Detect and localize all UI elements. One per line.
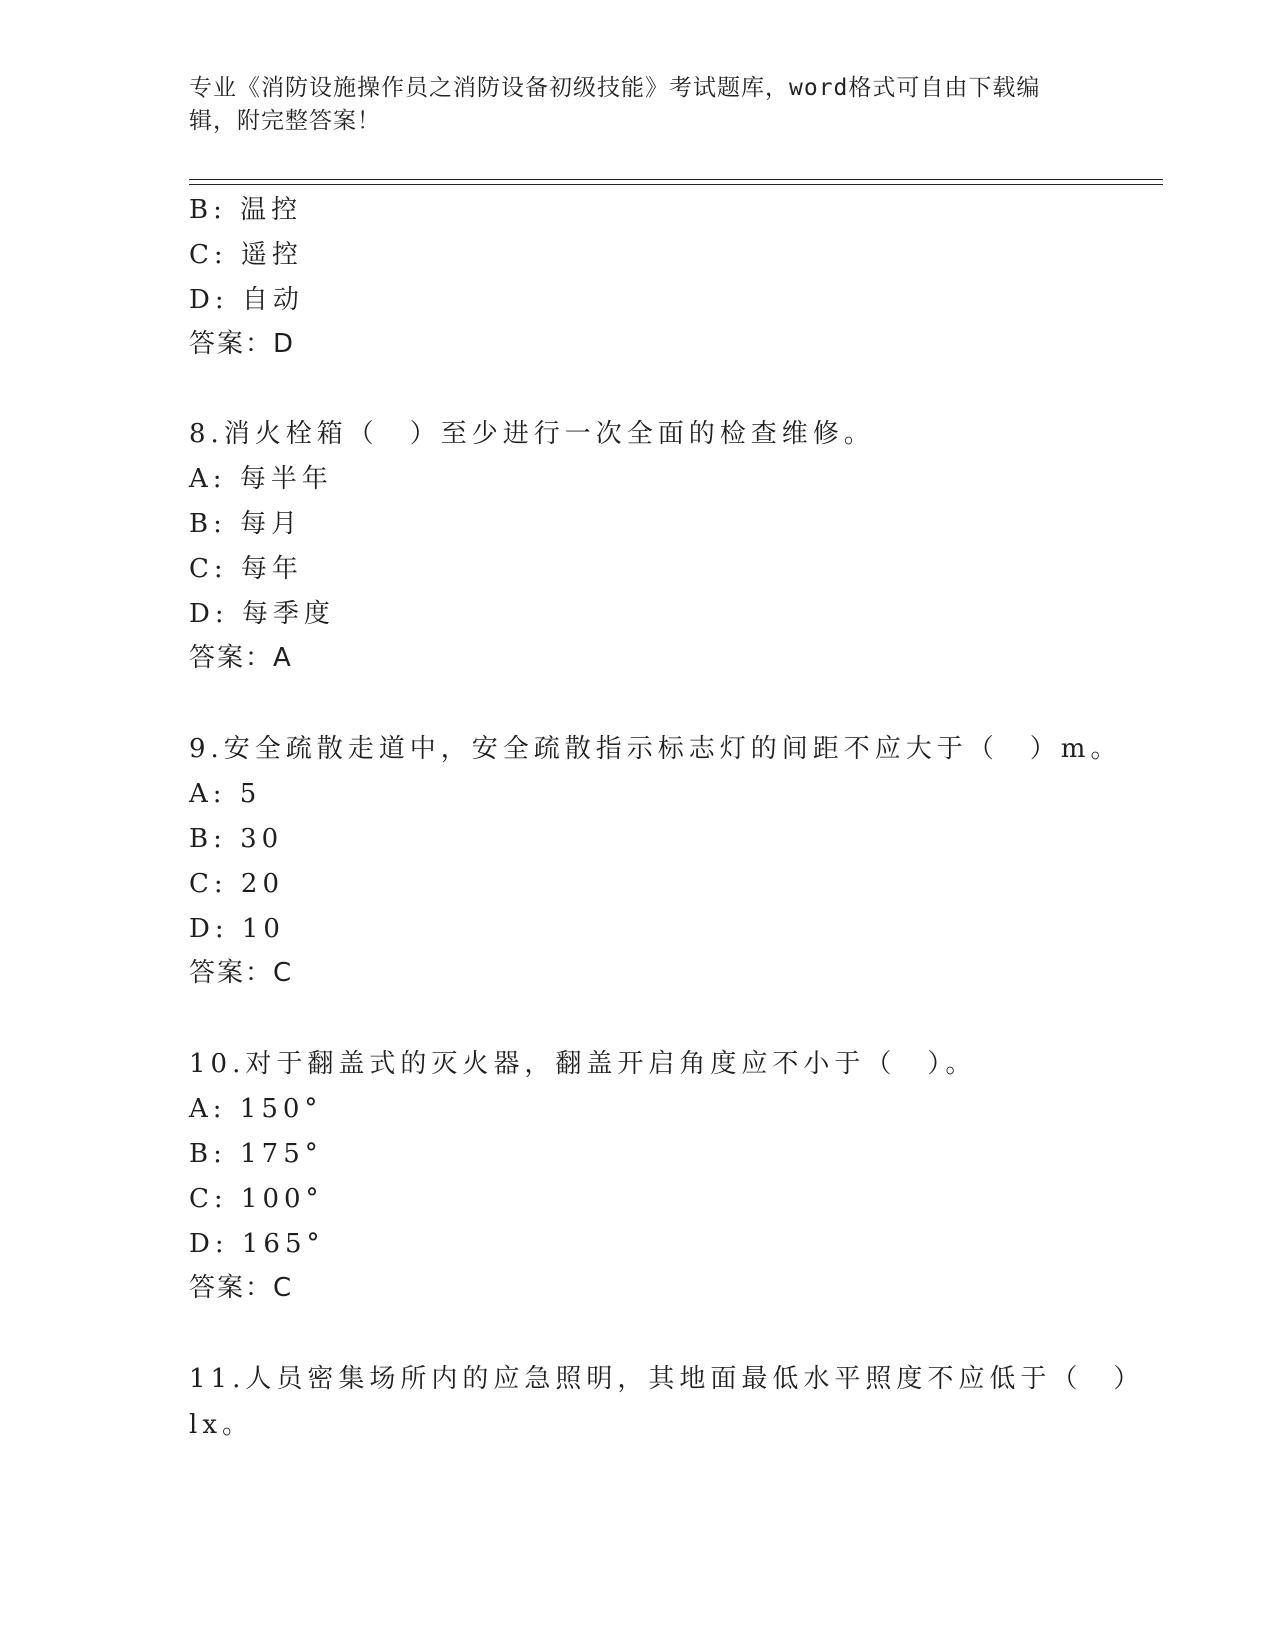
- q8-answer: 答案：A: [189, 643, 293, 673]
- header-rule-top: [189, 179, 1163, 180]
- q10-question: 10.对于翻盖式的灭火器，翻盖开启角度应不小于（ ）。: [189, 1049, 977, 1079]
- header-line-1: 专业《消防设施操作员之消防设备初级技能》考试题库，word格式可自由下载编: [189, 75, 1041, 101]
- q7-option-b: B: 温控: [189, 195, 303, 225]
- q7-answer: 答案：D: [189, 329, 296, 359]
- q7-option-d: D: 自动: [189, 285, 304, 315]
- q8-option-a: A: 每半年: [189, 464, 333, 494]
- q8-option-c: C: 每年: [189, 554, 303, 584]
- q8-question: 8.消火栓箱（ ）至少进行一次全面的检查维修。: [189, 419, 875, 449]
- q7-option-c: C: 遥控: [189, 240, 303, 270]
- q10-option-d: D: 165°: [189, 1229, 325, 1259]
- q9-question: 9.安全疏散走道中，安全疏散指示标志灯的间距不应大于（ ）m。: [189, 734, 1122, 764]
- q9-option-c: C: 20: [189, 869, 285, 899]
- q10-option-c: C: 100°: [189, 1184, 324, 1214]
- q11-question-line-2: lx。: [189, 1410, 253, 1440]
- q10-answer: 答案：C: [189, 1273, 294, 1303]
- q9-option-a: A: 5: [189, 779, 262, 809]
- q9-option-d: D: 10: [189, 914, 285, 944]
- document-header: [189, 72, 1089, 138]
- header-line-2: 辑，附完整答案！: [189, 108, 381, 134]
- q9-answer: 答案：C: [189, 958, 294, 988]
- q10-option-b: B: 175°: [189, 1139, 323, 1169]
- header-rule-bottom: [189, 184, 1163, 185]
- q9-option-b: B: 30: [189, 824, 284, 854]
- q8-option-d: D: 每季度: [189, 599, 335, 629]
- q8-option-b: B: 每月: [189, 509, 303, 539]
- q10-option-a: A: 150°: [189, 1094, 323, 1124]
- q11-question-line-1: 11.人员密集场所内的应急照明，其地面最低水平照度不应低于（ ）: [189, 1364, 1145, 1394]
